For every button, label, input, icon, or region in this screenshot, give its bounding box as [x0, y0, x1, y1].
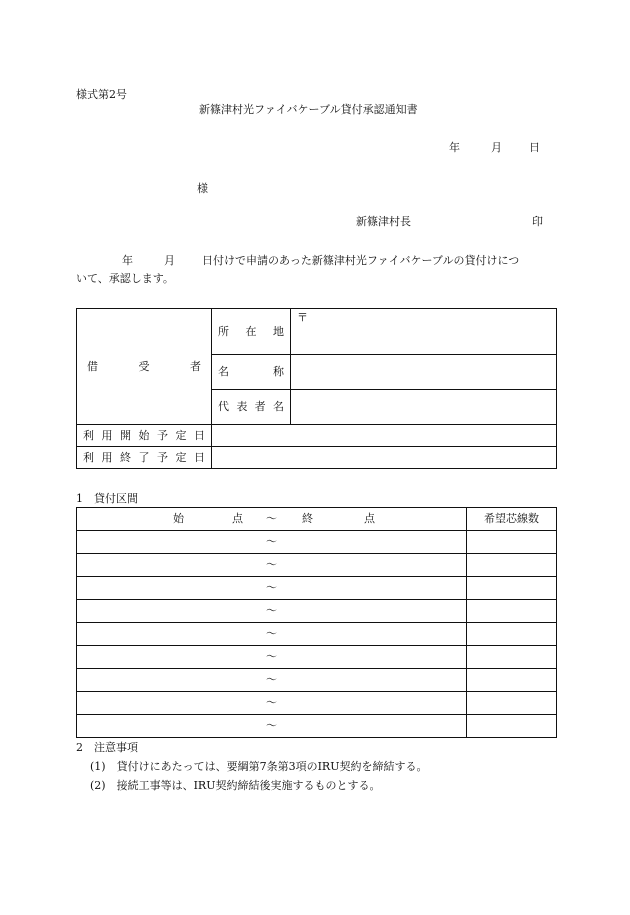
addressee-suffix: 様: [197, 182, 208, 195]
header-start: 始: [173, 512, 184, 525]
name-value-cell: [291, 355, 557, 390]
section-row: ～: [77, 577, 467, 600]
header-point-2: 点: [364, 512, 375, 525]
header-end: 終: [302, 512, 313, 525]
body-month: 月: [164, 254, 175, 267]
body-line-1-rest: 日付けで申請のあった新篠津村光ファイバケーブルの貸付けにつ: [202, 254, 520, 267]
cores-cell: [467, 531, 557, 554]
section-header-cell: [77, 508, 467, 531]
section-row: ～: [77, 554, 467, 577]
end-date-label-cell: 利 用 終 了 予 定 日: [77, 447, 212, 469]
start-date-value-cell: [212, 425, 557, 447]
cores-cell: [467, 577, 557, 600]
borrower-label-char-1: 借: [87, 359, 98, 373]
section-row: ～: [77, 623, 467, 646]
form-number: 様式第2号: [76, 88, 127, 101]
cores-cell: [467, 715, 557, 738]
address-value-cell: [291, 309, 557, 355]
body-line-1: [122, 254, 519, 268]
section-row: ～: [77, 692, 467, 715]
date-month: 月: [491, 141, 502, 154]
cores-cell: [467, 623, 557, 646]
representative-label-cell: 代 表 者 名: [212, 390, 291, 425]
cores-cell: [467, 554, 557, 577]
end-date-value-cell: [212, 447, 557, 469]
cores-cell: [467, 646, 557, 669]
borrower-label-char-2: 受: [138, 359, 150, 373]
borrower-info-table: [76, 308, 557, 469]
section-row: ～: [77, 646, 467, 669]
notice-item-2: (2) 接続工事等は、IRU契約締結後実施するものとする。: [90, 779, 381, 792]
name-label-cell: 名 称: [212, 355, 291, 390]
cores-cell: [467, 692, 557, 715]
cores-cell: [467, 669, 557, 692]
section-row: ～: [77, 715, 467, 738]
date-year: 年: [449, 141, 460, 154]
start-date-label-cell: 利 用 開 始 予 定 日: [77, 425, 212, 447]
address-label-cell: 所 在 地: [212, 309, 291, 355]
document-title: 新篠津村光ファイバケーブル貸付承認通知書: [199, 103, 418, 116]
section-row: ～: [77, 600, 467, 623]
sender-name: 新篠津村長: [356, 215, 411, 228]
date-day: 日: [529, 141, 540, 154]
representative-value-cell: [291, 390, 557, 425]
body-line-2: いて、承認します。: [76, 272, 174, 285]
notice-item-1: (1) 貸付けにあたっては、要綱第7条第3項のIRU契約を締結する。: [90, 760, 428, 773]
borrower-label-cell: [77, 309, 212, 425]
lending-section-table: [76, 507, 557, 738]
body-year: 年: [122, 254, 133, 267]
borrower-label-char-3: 者: [190, 359, 201, 373]
postal-mark: 〒: [297, 311, 308, 324]
cores-cell: [467, 600, 557, 623]
date-line: [449, 141, 540, 155]
section-row: ～: [77, 669, 467, 692]
seal-mark: 印: [532, 215, 543, 228]
cores-header-cell: 希望芯線数: [467, 508, 557, 531]
header-tilde: ～: [266, 512, 277, 525]
section-row: ～: [77, 531, 467, 554]
section1-heading: 1 貸付区間: [76, 492, 138, 505]
header-point-1: 点: [232, 512, 243, 525]
section2-heading: 2 注意事項: [76, 741, 138, 754]
